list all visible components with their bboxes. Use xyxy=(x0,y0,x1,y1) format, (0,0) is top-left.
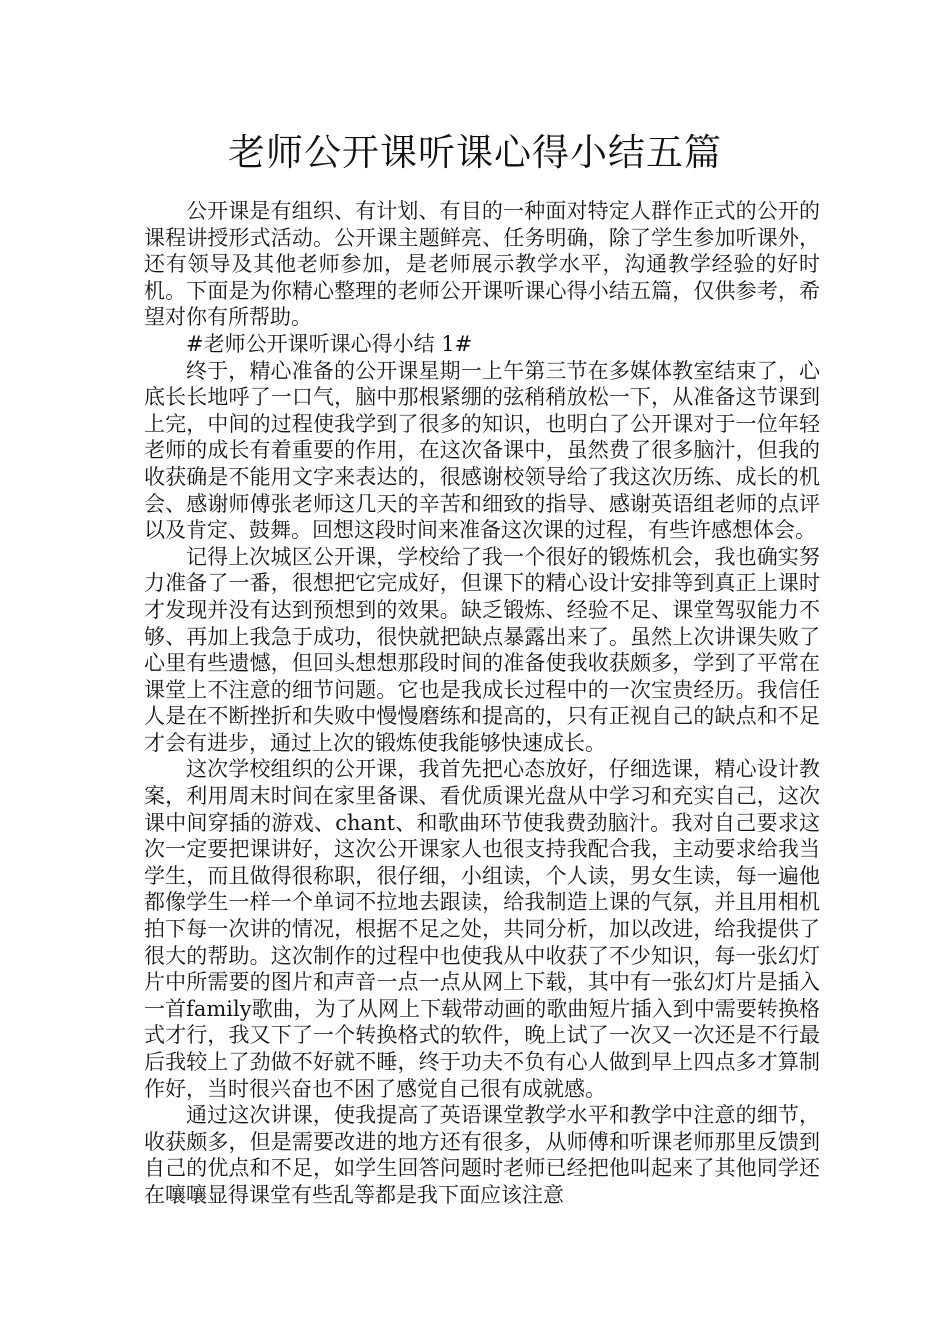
body-paragraph: 记得上次城区公开课，学校给了我一个很好的锻炼机会，我也确实努力准备了一番，很想把它完成好，但课下的精心设计安排等到真正上课时才发现并没有达到预想到的效果。缺乏锻炼、经验不足、课堂驾驭能力不够、再加上我急于成功，很快就把缺点暴露出来了。虽然上次讲课失败了心里有些遗憾，但回头想想那段时间的准备使我收获颇多，学到了平常在课堂上不注意的细节问题。它也是我成长过程中的一次宝贵经历。我信任人是在不断挫折和失败中慢慢磨练和提高的，只有正视自己的缺点和不足才会有进步，通过上次的锻炼使我能够快速成长。 xyxy=(144,544,820,755)
body-paragraph: 终于，精心准备的公开课星期一上午第三节在多媒体教室结束了，心底长长地呼了一口气，脑中那根紧绷的弦稍稍放松一下，从准备这节课到上完，中间的过程使我学到了很多的知识，也明白了公开课对于一位年轻老师的成长有着重要的作用，在这次备课中，虽然费了很多脑汁，但我的收获确是不能用文字来表达的，很感谢校领导给了我这次历练、成长的机会、感谢师傅张老师这几天的辛苦和细致的指导、感谢英语组老师的点评以及肯定、鼓舞。回想这段时间来准备这次课的过程，有些许感想体会。 xyxy=(144,358,820,543)
document-title: 老师公开课听课心得小结五篇 xyxy=(228,131,722,174)
body-paragraph: 这次学校组织的公开课，我首先把心态放好，仔细选课，精心设计教案，利用周末时间在家里备课、看优质课光盘从中学习和充实自己，这次课中间穿插的游戏、chant、和歌曲环节使我费劲脑汁。我对自己要求这次一定要把课讲好，这次公开课家人也很支持我配合我，主动要求给我当学生，而且做得很称职，很仔细，小组读，个人读，男女生读，每一遍他都像学生一样一个单词不拉地去跟读，给我制造上课的气氛，并且用相机拍下每一次讲的情况，根据不足之处，共同分析，加以改进，给我提供了很大的帮助。这次制作的过程中也使我从中收获了不少知识，每一张幻灯片中所需要的图片和声音一点一点从网上下载，其中有一张幻灯片是插入一首family歌曲，为了从网上下载带动画的歌曲短片插入到中需要转换格式才行，我又下了一个转换格式的软件，晚上试了一次又一次还是不行最后我较上了劲做不好就不睡，终于功夫不负有心人做到早上四点多才算制作好，当时很兴奋也不困了感觉自己很有成就感。 xyxy=(144,757,820,1101)
document-body xyxy=(144,198,820,1209)
body-paragraph: 通过这次讲课，使我提高了英语课堂教学水平和教学中注意的细节，收获颇多，但是需要改进的地方还有很多，从师傅和听课老师那里反馈到自己的优点和不足，如学生回答问题时老师已经把他叫起来了其他同学还在嚷嚷显得课堂有些乱等都是我下面应该注意 xyxy=(144,1103,820,1207)
section-heading: #老师公开课听课心得小结 1# xyxy=(186,331,473,356)
intro-paragraph: 公开课是有组织、有计划、有目的一种面对特定人群作正式的公开的课程讲授形式活动。公开课主题鲜亮、任务明确，除了学生参加听课外，还有领导及其他老师参加，是老师展示教学水平，沟通教学经验的好时机。下面是为你精心整理的老师公开课听课心得小结五篇，仅供参考，希望对你有所帮助。 xyxy=(144,199,820,330)
